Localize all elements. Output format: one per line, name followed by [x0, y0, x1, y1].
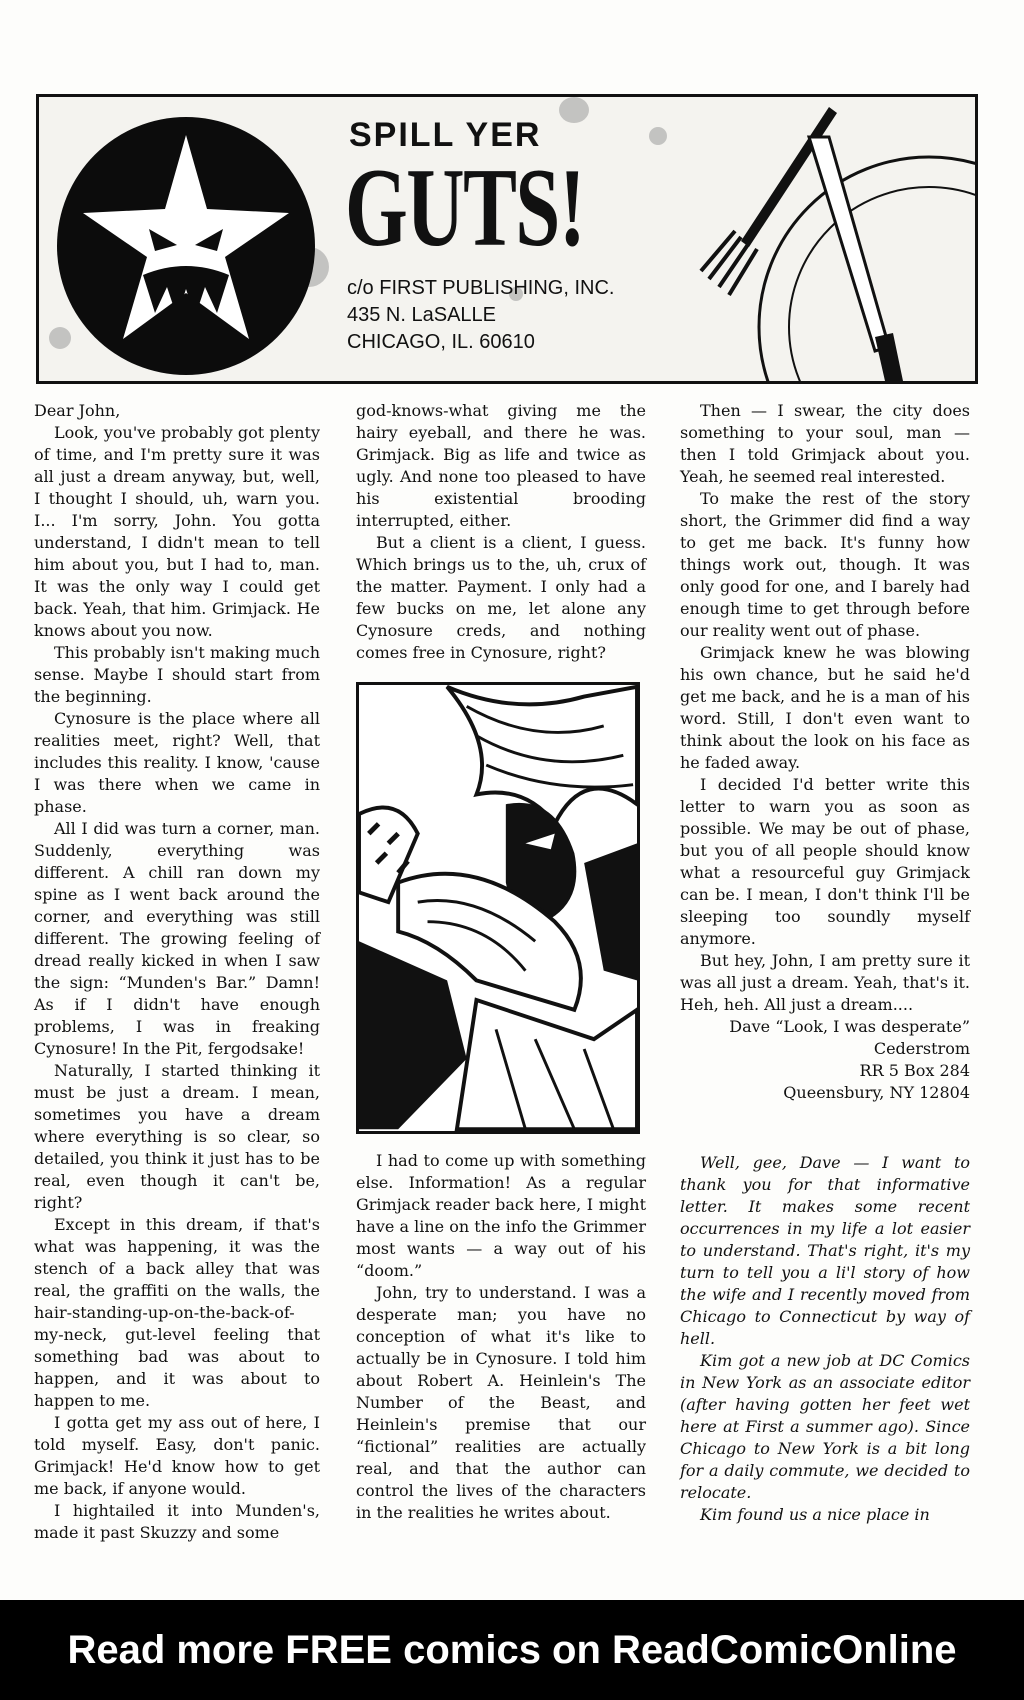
signature-line: Dave “Look, I was desperate”: [729, 1017, 970, 1036]
title-line-spill-yer: SPILL YER: [349, 116, 542, 154]
letter-paragraph: This probably isn't making much sense. Maybe I should start from the beginning.: [34, 643, 320, 706]
promo-banner[interactable]: [0, 1600, 1024, 1700]
comic-panel-illustration: [356, 682, 640, 1134]
letter-paragraph: I had to come up with something else. Information! As a regular Grimjack reader back here, I might have a line on the info the Grimmer most wants — a way out of his “doom.”: [356, 1151, 646, 1280]
editor-reply: [680, 1152, 970, 1526]
promo-banner-text: Read more FREE comics on ReadComicOnline: [67, 1627, 957, 1672]
reply-paragraph: Kim got a new job at DC Comics in New York as an associate editor (after having gotten her feet wet here at First a summer ago). Since Chicago to New York is a bit long for a daily commute, we decided to relocate.: [680, 1351, 970, 1502]
letter-column-1: [34, 400, 320, 1544]
letter-salutation: Dear John,: [34, 401, 121, 420]
column-title: [345, 115, 645, 270]
letter-paragraph: All I did was turn a corner, man. Suddenly, everything was different. A chill ran down my spine as I went back around the corner, and everything was still different. The growing feeling of dread really kicked in when I saw the sign: “Munden's Bar.” Damn! As if I didn't have enough problems, I was in freaking Cynosure! In the Pit, fergodsake!: [34, 819, 320, 1058]
letter-paragraph: To make the rest of the story short, the Grimmer did find a way to get me back. It's funny how things work out, though. It was only good for one, and I barely had enough time to get through before our reality went out of phase.: [680, 489, 970, 640]
letter-paragraph: But a client is a client, I guess. Which brings us to the, uh, crux of the matter. Payment. I only had a few bucks on me, let alone any Cynosure creds, and nothing comes free in Cynosure, right?: [356, 533, 646, 662]
address-line: CHICAGO, IL. 60610: [347, 331, 535, 353]
letter-column-3: [680, 400, 970, 1104]
letter-paragraph: god-knows-what giving me the hairy eyeball, and there he was. Grimjack. Big as life and twice as ugly. And none too pleased to have his existential brooding interrupted, either.: [356, 401, 646, 530]
letter-paragraph: Look, you've probably got plenty of time, and I'm pretty sure it was all just a dream anyway, but, well, I thought I should, uh, warn you. I... I'm sorry, John. You gotta understand, I didn't mean to tell him about you, but I had to, man. It was the only way I could get back. Yeah, that him. Grimjack. He knows about you now.: [34, 423, 320, 640]
reply-paragraph: Well, gee, Dave — I want to thank you for that informative letter. It makes some recent occurrences in my life a lot easier to understand. That's right, it's my turn to tell you a li'l story of how the wife and I recently moved from Chicago to Connecticut by way of hell.: [680, 1153, 970, 1348]
reply-paragraph: Kim found us a nice place in: [700, 1505, 930, 1524]
letter-paragraph: I gotta get my ass out of here, I told myself. Easy, don't panic. Grimjack! He'd know how to get me back, if anyone would.: [34, 1413, 320, 1498]
title-line-guts: GUTS!: [345, 146, 585, 270]
mailing-address: [347, 275, 614, 356]
signature-line: Cederstrom: [873, 1039, 970, 1058]
address-line: 435 N. LaSALLE: [347, 304, 496, 326]
signature-line: RR 5 Box 284: [859, 1061, 970, 1080]
letter-column-2-top: [356, 400, 646, 664]
letters-header: [36, 94, 978, 384]
letter-paragraph: Then — I swear, the city does something to your soul, man — then I told Grimjack about you. Yeah, he seemed real interested.: [680, 401, 970, 486]
letter-paragraph: Grimjack knew he was blowing his own chance, but he said he'd get me back, and he is a man of his word. Still, I don't even want to think about the look on his face as he faded away.: [680, 643, 970, 772]
letter-paragraph: John, try to understand. I was a desperate man; you have no conception of what it's like to actually be in Cynosure. I told him about Robert A. Heinlein's The Number of the Beast, and Heinlein's premise that our “fictional” realities are actually real, and that the author can control the lives of the characters in the realities he writes about.: [356, 1283, 646, 1522]
letter-signature: [680, 1016, 970, 1104]
letter-paragraph: I hightailed it into Munden's, made it past Skuzzy and some: [34, 1501, 320, 1542]
address-line: c/o FIRST PUBLISHING, INC.: [347, 277, 615, 299]
letter-paragraph: Naturally, I started thinking it must be just a dream. I mean, sometimes you have a dream where everything is so clear, so detailed, you think it just has to be real, even though it can't be, right?: [34, 1061, 320, 1212]
ink-splatter: [649, 127, 667, 145]
letter-column-2-bottom: [356, 1150, 646, 1524]
star-skull-logo-icon: [57, 117, 315, 375]
letter-paragraph: Except in this dream, if that's what was happening, it was the stench of a back alley that was real, the graffiti on the walls, the hair-standing-up-on-the-back-of-my-neck, gut-level feeling that something bad was about to happen, and it was about to happen to me.: [34, 1215, 320, 1410]
letter-paragraph: I decided I'd better write this letter to warn you as soon as possible. We may be out of phase, but you of all people should know what a resourceful guy Grimjack can be. I mean, I don't think I'll be sleeping too soundly myself anymore.: [680, 775, 970, 948]
letter-paragraph: But hey, John, I am pretty sure it was all just a dream. Yeah, that's it. Heh, heh. All just a dream....: [680, 951, 970, 1014]
fork-knife-plate-icon: [679, 97, 978, 381]
signature-line: Queensbury, NY 12804: [783, 1083, 970, 1102]
letter-paragraph: Cynosure is the place where all realities meet, right? Well, that includes this reality. I know, 'cause I was there when we came in phase.: [34, 709, 320, 816]
